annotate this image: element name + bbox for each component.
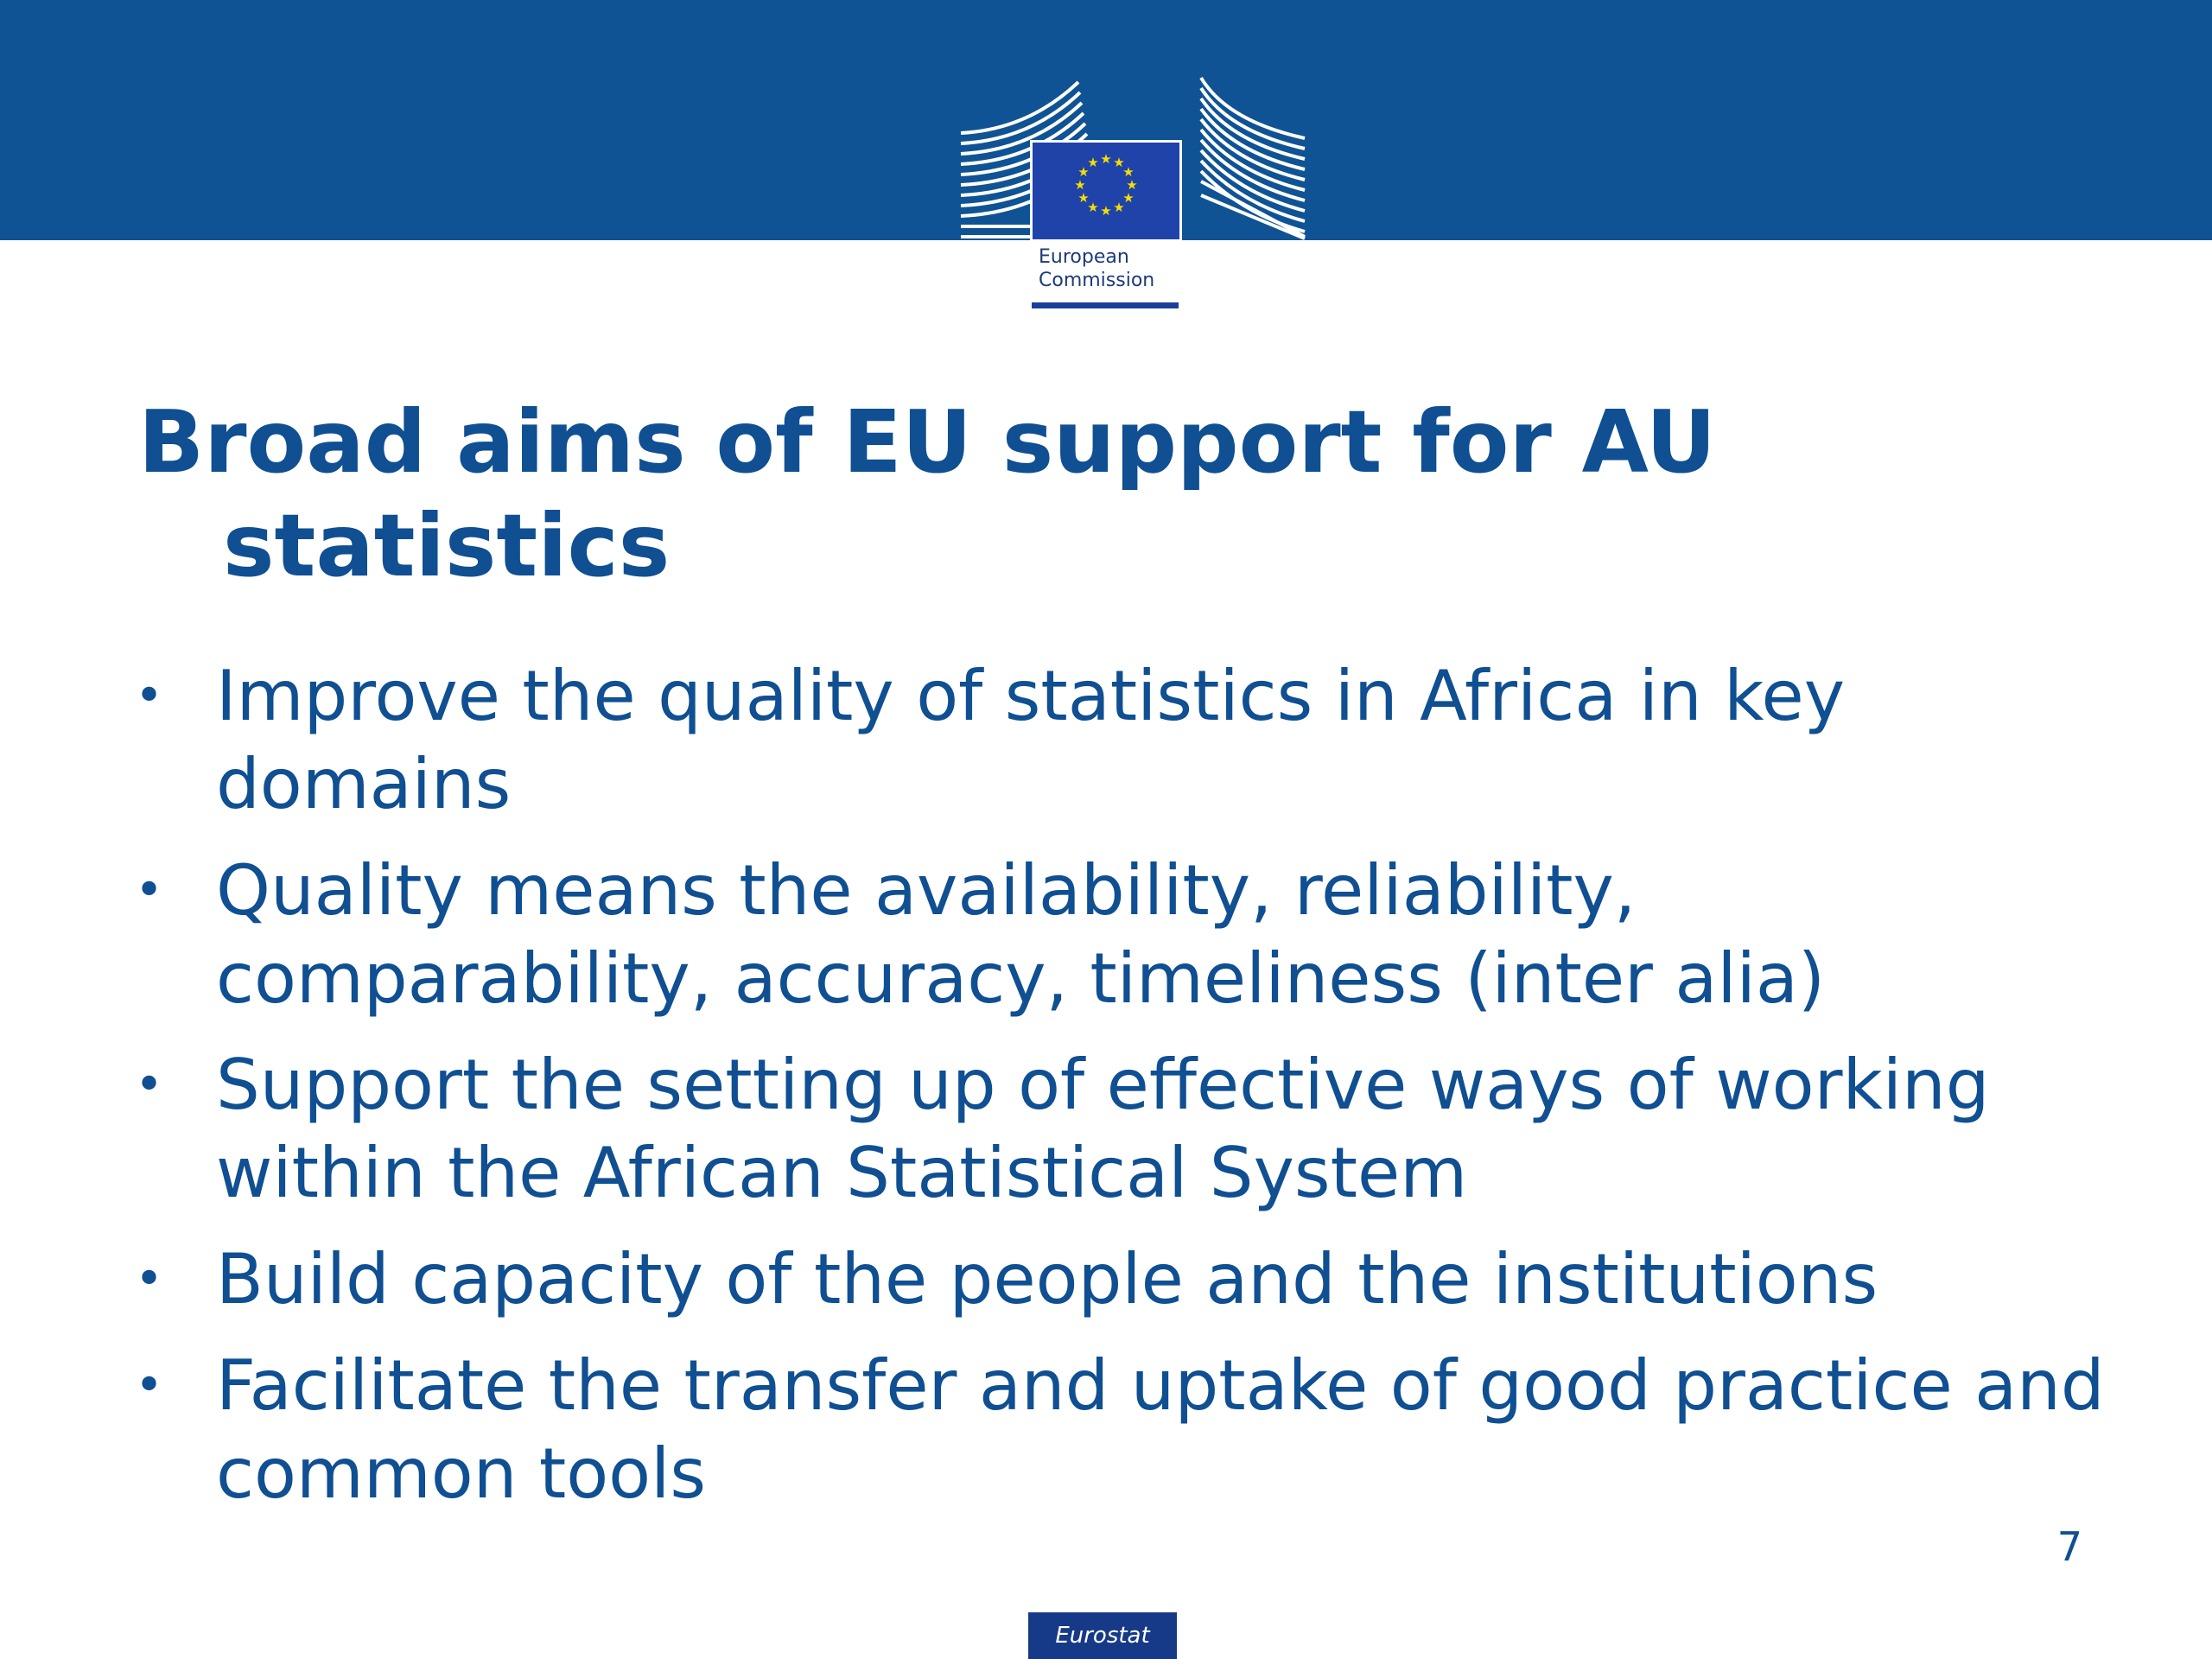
svg-text:★: ★ <box>1077 164 1090 180</box>
bullet-dot-icon: • <box>135 1057 164 1113</box>
bullet-item <box>130 652 2117 829</box>
bullet-text: Improve the quality of statistics in Africa in key domains <box>216 656 1846 824</box>
bullet-item <box>130 847 2117 1023</box>
bullet-item <box>130 1041 2117 1217</box>
page-number: 7 <box>2056 1523 2082 1570</box>
bullet-dot-icon: • <box>135 1251 164 1307</box>
slide-title: Broad aims of EU support for AU statistics <box>138 391 1717 596</box>
svg-text:★: ★ <box>1077 190 1090 206</box>
bullet-dot-icon: • <box>135 668 164 724</box>
logo-caption-line2: Commission <box>1039 270 1155 291</box>
bullet-dot-icon: • <box>135 1357 164 1414</box>
bullet-text: Facilitate the transfer and uptake of good practice and common tools <box>216 1345 2105 1514</box>
svg-text:★: ★ <box>1122 164 1135 180</box>
logo-caption <box>1039 245 1154 292</box>
eurostat-badge: Eurostat <box>1028 1612 1177 1659</box>
logo-caption-line1: European <box>1039 246 1129 268</box>
bullet-list <box>130 652 2117 1536</box>
svg-text:★: ★ <box>1113 200 1125 215</box>
svg-text:★: ★ <box>1074 177 1086 193</box>
bullet-text: Build capacity of the people and the institutions <box>216 1239 1878 1319</box>
bullet-item <box>130 1236 2117 1324</box>
svg-text:★: ★ <box>1100 151 1112 167</box>
svg-text:★: ★ <box>1100 203 1112 219</box>
bullet-text: Support the setting up of effective ways of working within the African Statistical System <box>216 1045 1990 1213</box>
bullet-text: Quality means the availability, reliability, comparability, accuracy, timeliness (inter alia) <box>216 850 1826 1019</box>
svg-text:★: ★ <box>1087 200 1099 215</box>
svg-text:★: ★ <box>1113 155 1125 170</box>
logo-underline <box>1032 302 1179 308</box>
svg-text:★: ★ <box>1087 155 1099 170</box>
building-right-wing <box>1201 78 1305 238</box>
bullet-dot-icon: • <box>135 862 164 918</box>
svg-text:★: ★ <box>1122 190 1135 206</box>
svg-text:★: ★ <box>1126 177 1138 193</box>
bullet-item <box>130 1342 2117 1518</box>
